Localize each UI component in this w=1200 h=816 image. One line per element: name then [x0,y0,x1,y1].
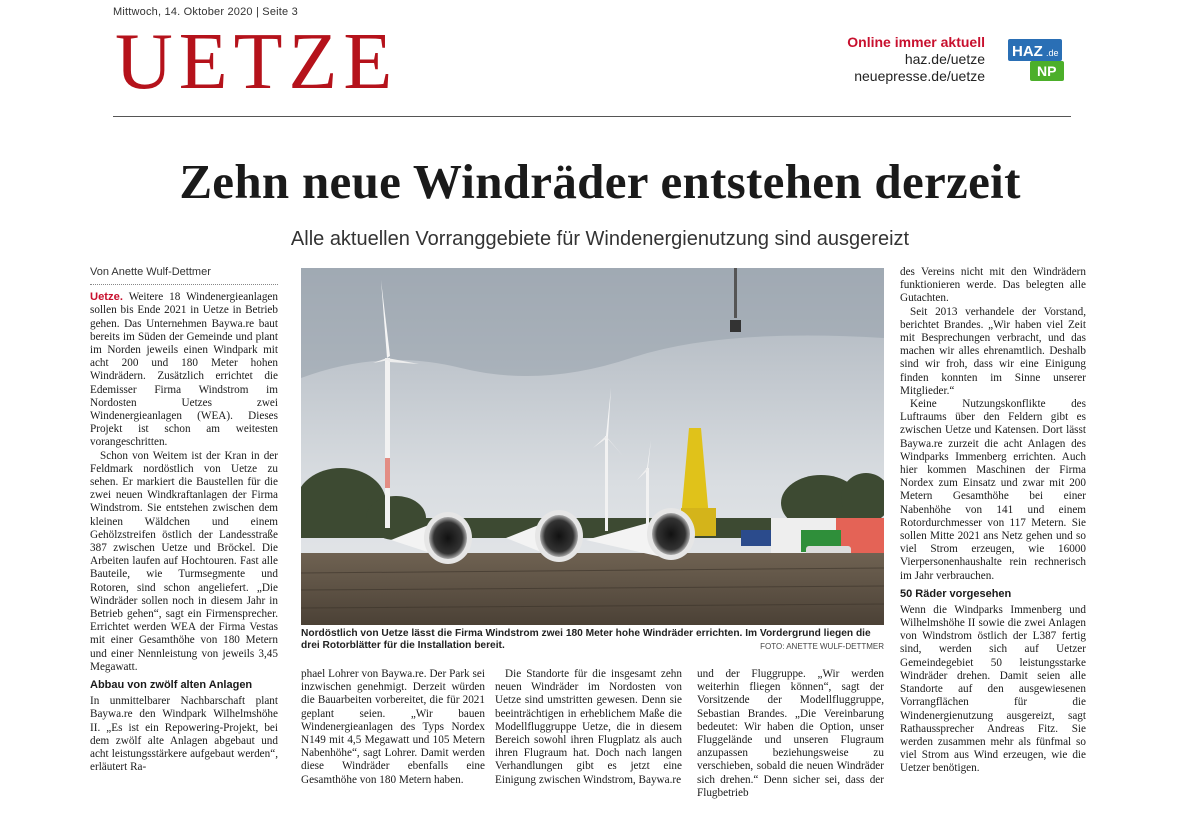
subheading: 50 Räder vorgesehen [900,587,1012,600]
haz-np-logo [1008,37,1066,83]
dateline: Mittwoch, 14. Oktober 2020 | Seite 3 [113,6,298,18]
paragraph: des Vereins nicht mit den Windrädern funktionieren werde. Das belegten alle Gutachten. [900,266,1086,305]
photo-caption [301,628,884,653]
online-url-haz[interactable]: haz.de/uetze [904,51,985,67]
paragraph: und der Fluggruppe. „Wir werden weiterhin fliegen können“, sagt der Vorsitzende der Modellfluggruppe, Sebastian Brandes. „Die Vereinbarung bedeutet: Wir haben die Option, unser Fluggelände und unseren Flugraum anzupassen beziehungsweise zu verschieben, sobald die neuen Windräder sich drehen.“ Denn sicher sei, dass der Flugbetrieb [697,668,884,799]
online-url-np[interactable]: neuepresse.de/uetze [854,68,985,84]
online-label: Online immer aktuell [847,34,985,50]
np-logo-text: NP [1037,63,1057,79]
paragraph: In unmittelbarer Nachbarschaft plant Baywa.re den Windpark Wilhelmshöhe II. „Es ist ein Repowering-Projekt, bei dem zwölf alte Anlagen abgebaut und acht leistungsstärkere aufgebaut werden“, erläutert Ra- [90,695,278,774]
paragraph: Seit 2013 verhandele der Vorstand, berichtet Brandes. „Wir haben viel Zeit mit Besprechungen verbracht, und das machen wir alles ehrenamtlich. Deshalb sind wir froh, dass wir eine Einigung finden konnten im Sinne unserer Mitglieder.“ [900,305,1086,397]
paragraph: Wenn die Windparks Immenberg und Wilhelmshöhe II sowie die zwei Anlagen von Windstrom östlich der L387 fertig sind, werden sich auf Uetzer Gemeindegebiet 50 leistungsstarke Windräder drehen. Damit seien alle Standorte auf den ausgewiesenen Vorrangflächen für die Windenergienutzung ausgereizt, sagt Rathaussprecher Andreas Fitz. Sie werden zusammen mehr als fünfmal so viel Strom aus Wind erzeugen, wie die Uetzer benötigen. [900,603,1086,775]
header-rule [113,116,1071,117]
paragraph: Schon von Weitem ist der Kran in der Feldmark nordöstlich von Uetze zu sehen. Er markiert die Baustellen für die zwei neuen Windkraftanlagen der Firma Windstrom. Sie entstehen zwischen dem kleinen Wäldchen und einem Gehölzstreifen östlich der Landesstraße 387 zwischen Uetze und Bröckel. Die Arbeiten laufen auf Hochtouren. Fast alle Bauteile, wie Turmsegmente und Rotoren, sind schon angeliefert. „Die Windräder sollen noch in diesem Jahr in Betrieb gehen“, sagt ein Firmensprecher. Errichtet werden WEA der Firma Vestas mit einer Gesamthöhe von 180 Metern und einer Nennleistung von jeweils 3,45 Megawatt. [90,449,278,673]
paragraph: Uetze. Weitere 18 Windenergieanlagen sollen bis Ende 2021 in Uetze in Betrieb gehen. Das Unternehmen Baywa.re baut bereits im Süden der Gemeinde und plant im Norden jeweils einen Windpark mit acht 200 und 180 Meter hohen Windrädern. Zusätzlich errichtet die Edemisser Firma Windstrom im Nordosten Uetzes zwei Windenergieanlagen (WEA). Dieses Projekt ist schon am weitesten vorangeschritten. [90,291,278,449]
byline: Von Anette Wulf-Dettmer [90,266,278,285]
paragraph: phael Lohrer von Baywa.re. Der Park sei inzwischen genehmigt. Derzeit würden die Bauarbeiten vorbereitet, die für 2021 geplant seien. „Wir bauen Windenergieanlagen des Typs Nordex N149 mit 4,5 Megawatt und 105 Metern Nabenhöhe“, sagt Lohrer. Damit werden diese Windräder ebenfalls eine Gesamthöhe von 180 Metern haben. [301,668,485,786]
column-4 [697,668,884,800]
column-2 [301,668,485,787]
column-3 [495,668,682,787]
section-title: UETZE [115,18,399,106]
paragraph: Die Standorte für die insgesamt zehn neuen Windräder im Nordosten von Uetze sind umstritten gewesen. Denn sie beeinträchtigen in erheblichem Maße die Modellfluggruppe Uetze, die in diesem Bereich sowohl ihren Flugplatz als auch ihren Flugraum hat. Doch nach langen Verhandlungen gibt es jetzt eine Einigung zwischen Windstrom, Baywa.re [495,668,682,786]
photo-credit: FOTO: ANETTE WULF-DETTMER [760,642,884,651]
subheadline: Alle aktuellen Vorranggebiete für Windenergienutzung sind ausgereizt [290,228,910,250]
paragraph: Keine Nutzungskonflikte des Luftraums über den Feldern gibt es zwischen Uetze und Katensen. Dort lässt Baywa.re zurzeit die acht Anlagen des Windparks Immenberg errichten. Auch hier kommen Maschinen der Firma Nordex zum Einsatz und zwar mit 200 Metern Gesamthöhe bei einer Nabenhöhe von 141 und einem Rotordurchmesser von 117 Metern. Sie sollen Mitte 2021 ans Netz gehen und so viel Strom erzeugen, wie 16000 Vierpersonenhaushalte rein rechnerisch im Jahr verbrauchen. [900,398,1086,582]
column-5 [900,266,1086,776]
haz-logo-text: HAZ [1012,43,1043,60]
headline: Zehn neue Windräder entstehen derzeit [179,154,1021,209]
subheading: Abbau von zwölf alten Anlagen [90,679,253,692]
article-photo [301,268,884,625]
online-box [847,34,985,85]
caption-text: Nordöstlich von Uetze lässt die Firma Windstrom zwei 180 Meter hohe Windräder errichten. Im Vordergrund liegen die drei Rotorblätter für die Installation bereit. [301,628,871,651]
place-marker: Uetze. [90,291,123,304]
haz-logo-suffix: .de [1046,48,1059,58]
column-1 [90,266,278,774]
